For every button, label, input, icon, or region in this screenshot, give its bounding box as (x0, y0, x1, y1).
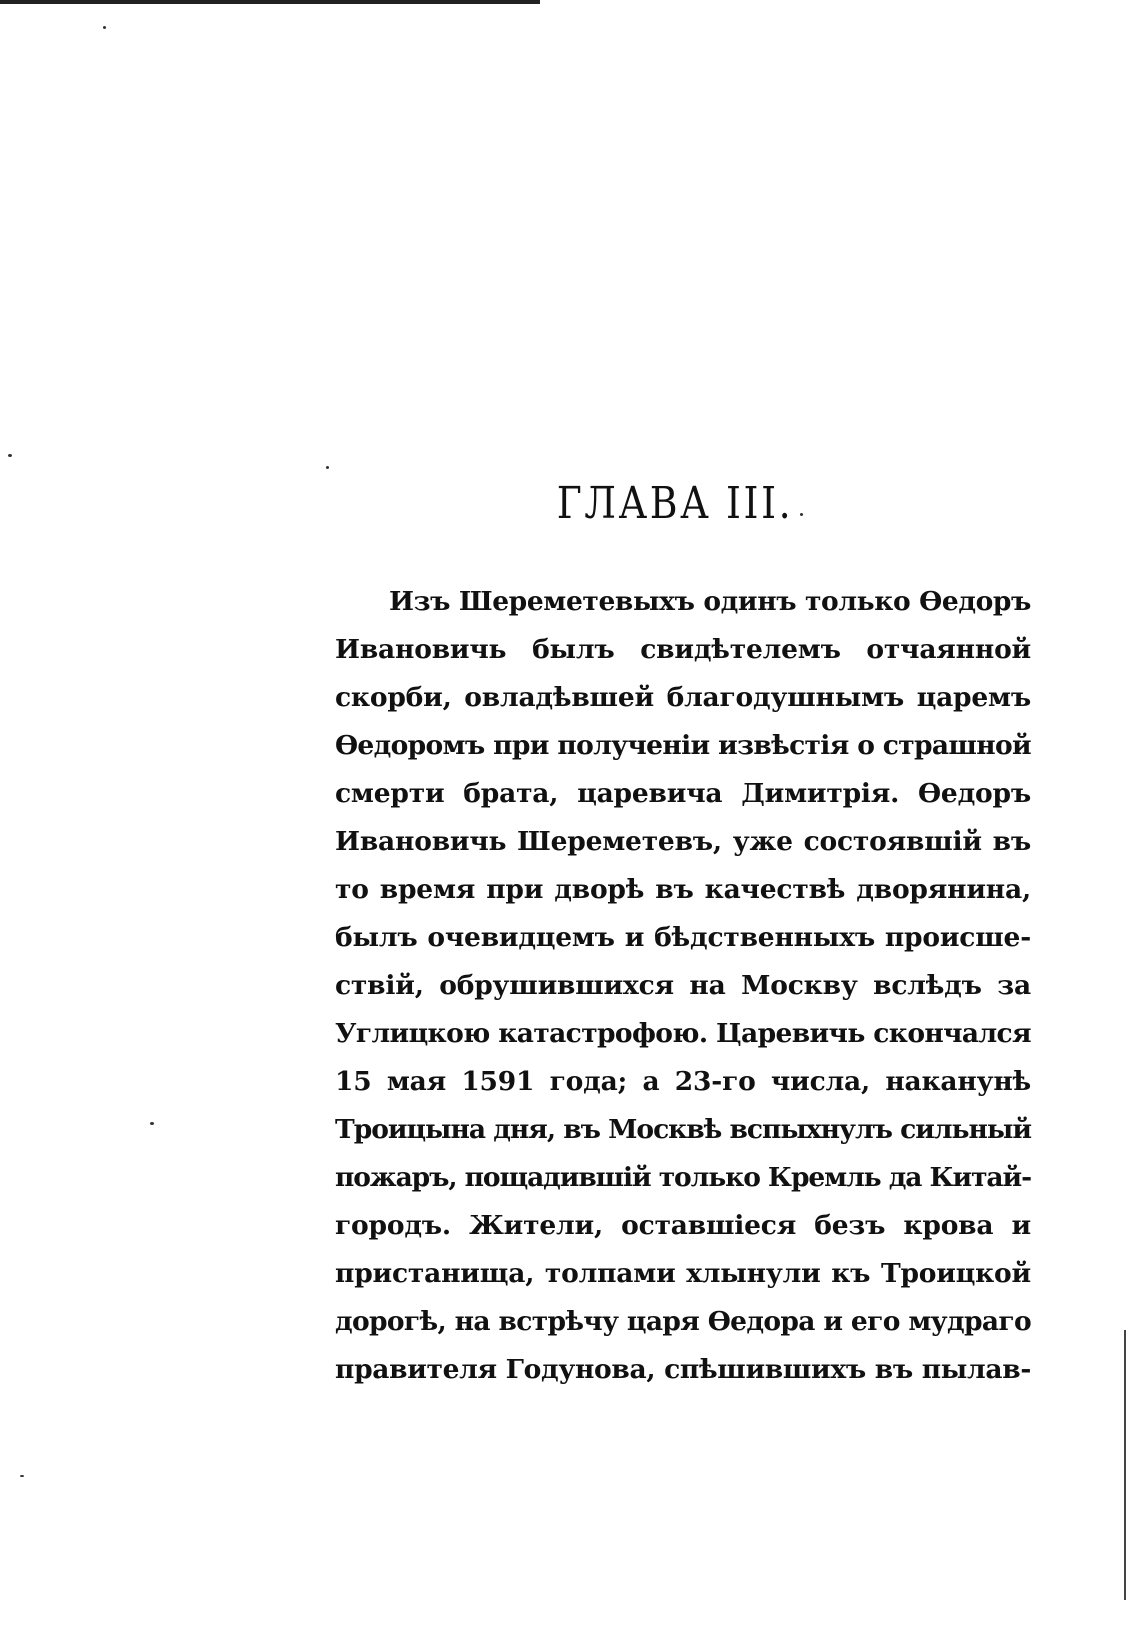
scan-speck (103, 26, 106, 29)
text-line: 15 мая 1591 года; а 23-го числа, наканунѣ (335, 1066, 1031, 1097)
scan-speck (20, 1475, 24, 1477)
text-line: Троицына дня, въ Москвѣ вспыхнулъ сильный (335, 1114, 1031, 1145)
text-line: Өедоромъ при полученіи извѣстія о страшной (335, 730, 1031, 761)
text-line: смерти брата, царевича Димитрія. Өедоръ (335, 778, 1031, 809)
chapter-heading: ГЛАВА III. (556, 478, 794, 529)
top-edge-rule (0, 0, 540, 4)
text-line: пристанища, толпами хлынули къ Троицкой (335, 1258, 1031, 1289)
text-line: Ивановичь Шереметевъ, уже состоявшій въ (335, 826, 1031, 857)
text-line: былъ очевидцемъ и бѣдственныхъ происше- (335, 922, 1031, 953)
text-line: то время при дворѣ въ качествѣ дворянина, (335, 874, 1031, 905)
text-line: правителя Годунова, спѣшившихъ въ пылав- (335, 1354, 1031, 1385)
text-line: городъ. Жители, оставшіеся безъ крова и (335, 1210, 1031, 1241)
text-line: ствій, обрушившихся на Москву вслѣдъ за (335, 970, 1031, 1001)
scan-speck (326, 466, 329, 469)
scan-speck (8, 454, 12, 457)
scan-speck (150, 1122, 154, 1125)
text-line: дорогѣ, на встрѣчу царя Өедора и его мудраго (335, 1306, 1031, 1337)
text-line: скорби, овладѣвшей благодушнымъ царемъ (335, 682, 1031, 713)
text-line: Углицкою катастрофою. Царевичь скончался (335, 1018, 1031, 1049)
body-text (335, 578, 1031, 1394)
page-edge-shadow (1124, 1330, 1126, 1600)
text-line: пожаръ, пощадившій только Кремль да Китай- (335, 1162, 1031, 1193)
text-line: Ивановичь былъ свидѣтелемъ отчаянной (335, 634, 1031, 665)
text-line: Изъ Шереметевыхъ одинъ только Өедоръ (389, 586, 1031, 617)
